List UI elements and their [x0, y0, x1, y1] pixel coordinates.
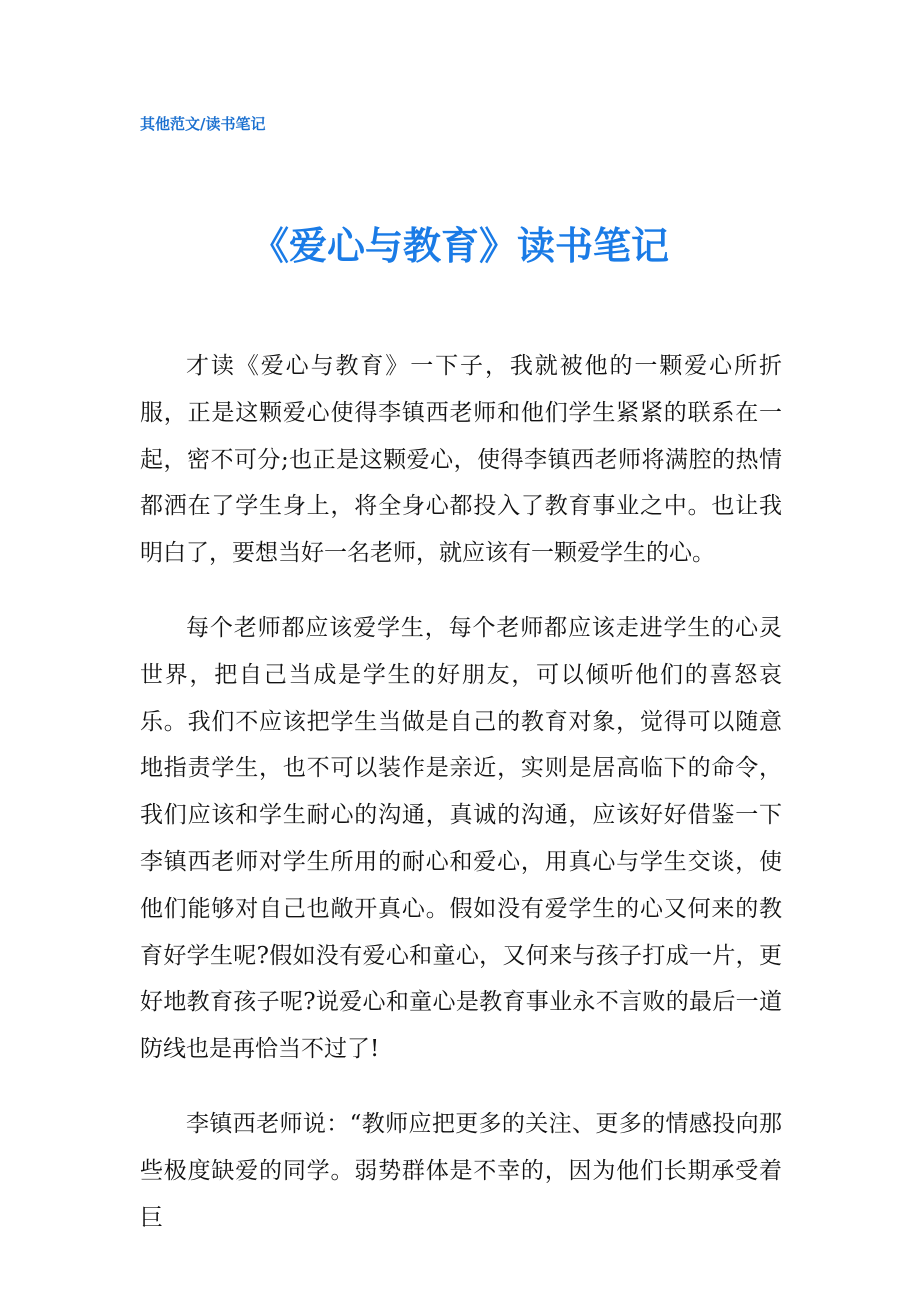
page-title: 《爱心与教育》读书笔记 [250, 224, 669, 268]
article-body [140, 343, 782, 1269]
paragraph-1: 才读《爱心与教育》一下子，我就被他的一颗爱心所折服，正是这颗爱心使得李镇西老师和他们学生紧紧的联系在一起，密不可分;也正是这颗爱心，使得李镇西老师将满腔的热情都洒在了学生身上，将全身心都投入了教育事业之中。也让我明白了，要想当好一名老师，就应该有一颗爱学生的心。 [140, 353, 782, 567]
paragraph-3: 李镇西老师说：“教师应把更多的关注、更多的情感投向那些极度缺爱的同学。弱势群体是不幸的，因为他们长期承受着巨 [140, 1110, 782, 1231]
breadcrumb[interactable]: 其他范文/读书笔记 [140, 115, 266, 133]
paragraph-2: 每个老师都应该爱学生，每个老师都应该走进学生的心灵世界，把自己当成是学生的好朋友，可以倾听他们的喜怒哀乐。我们不应该把学生当做是自己的教育对象，觉得可以随意地指责学生，也不可以装作是亲近，实则是居高临下的命令，我们应该和学生耐心的沟通，真诚的沟通，应该好好借鉴一下李镇西老师对学生所用的耐心和爱心，用真心与学生交谈，使他们能够对自己也敞开真心。假如没有爱学生的心又何来的教育好学生呢?假如没有爱心和童心，又何来与孩子打成一片，更好地教育孩子呢?说爱心和童心是教育事业永不言败的最后一道防线也是再恰当不过了! [140, 614, 782, 1063]
